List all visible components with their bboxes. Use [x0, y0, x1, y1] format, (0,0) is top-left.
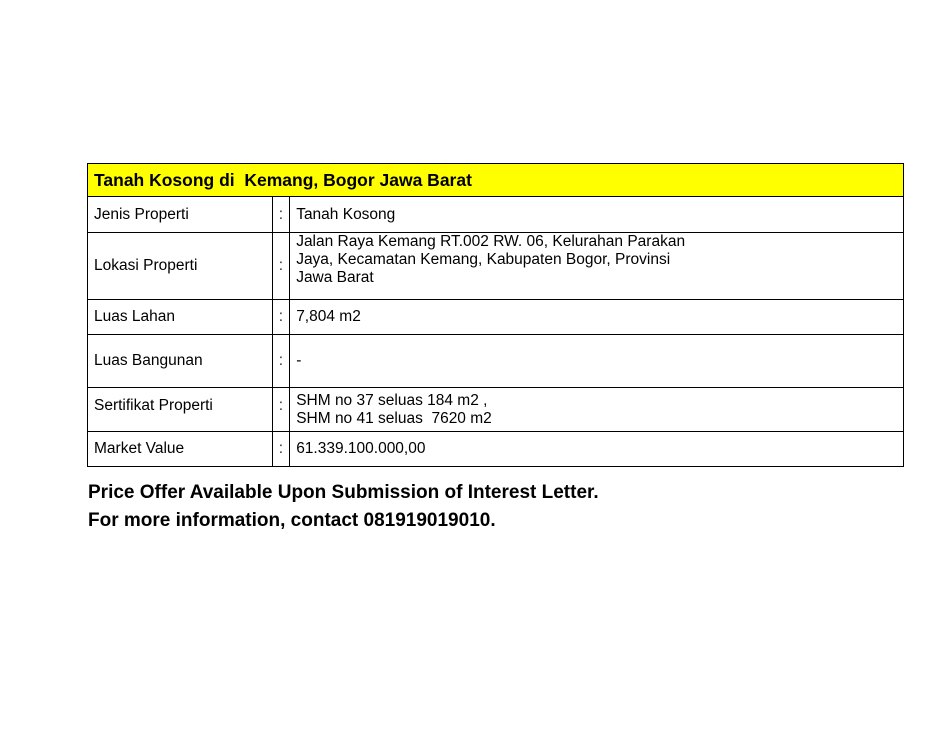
row-label-sertifikat-properti: Sertifikat Properti — [88, 388, 273, 432]
row-separator: : — [272, 388, 290, 432]
row-separator: : — [272, 432, 290, 467]
table-row — [88, 335, 904, 388]
contact-note: For more information, contact 081919019010. — [88, 510, 496, 531]
row-label-jenis-properti: Jenis Properti — [88, 197, 273, 233]
row-value-luas-lahan: 7,804 m2 — [290, 300, 904, 335]
address-line: Jalan Raya Kemang RT.002 RW. 06, Kelurahan Parakan — [296, 233, 686, 250]
row-label-luas-bangunan: Luas Bangunan — [88, 335, 273, 388]
address-line: Jaya, Kecamatan Kemang, Kabupaten Bogor, Provinsi — [296, 251, 671, 268]
address-block — [296, 233, 713, 287]
table-row — [88, 388, 904, 432]
row-separator: : — [272, 300, 290, 335]
address-line: Jawa Barat — [296, 269, 374, 286]
row-label-luas-lahan: Luas Lahan — [88, 300, 273, 335]
row-label-lokasi-properti: Lokasi Properti — [88, 233, 273, 300]
certificate-line: SHM no 41 seluas 7620 m2 — [296, 409, 492, 427]
table-row — [88, 300, 904, 335]
table-row — [88, 432, 904, 467]
table-title-row — [88, 164, 904, 197]
table-row — [88, 233, 904, 300]
row-value-lokasi-properti — [290, 233, 904, 300]
row-separator: : — [272, 335, 290, 388]
row-value-luas-bangunan: - — [290, 335, 904, 388]
row-separator: : — [272, 197, 290, 233]
row-value-sertifikat-properti — [290, 388, 904, 432]
row-value-market-value: 61.339.100.000,00 — [290, 432, 904, 467]
row-label-market-value: Market Value — [88, 432, 273, 467]
row-separator: : — [272, 233, 290, 300]
footer-notes — [88, 479, 599, 535]
listing-title: Tanah Kosong di Kemang, Bogor Jawa Barat — [88, 164, 904, 197]
price-offer-note: Price Offer Available Upon Submission of Interest Letter. — [88, 482, 599, 503]
table-row — [88, 197, 904, 233]
property-listing-table — [87, 163, 904, 467]
row-value-jenis-properti: Tanah Kosong — [290, 197, 904, 233]
certificate-line: SHM no 37 seluas 184 m2 , — [296, 391, 488, 409]
